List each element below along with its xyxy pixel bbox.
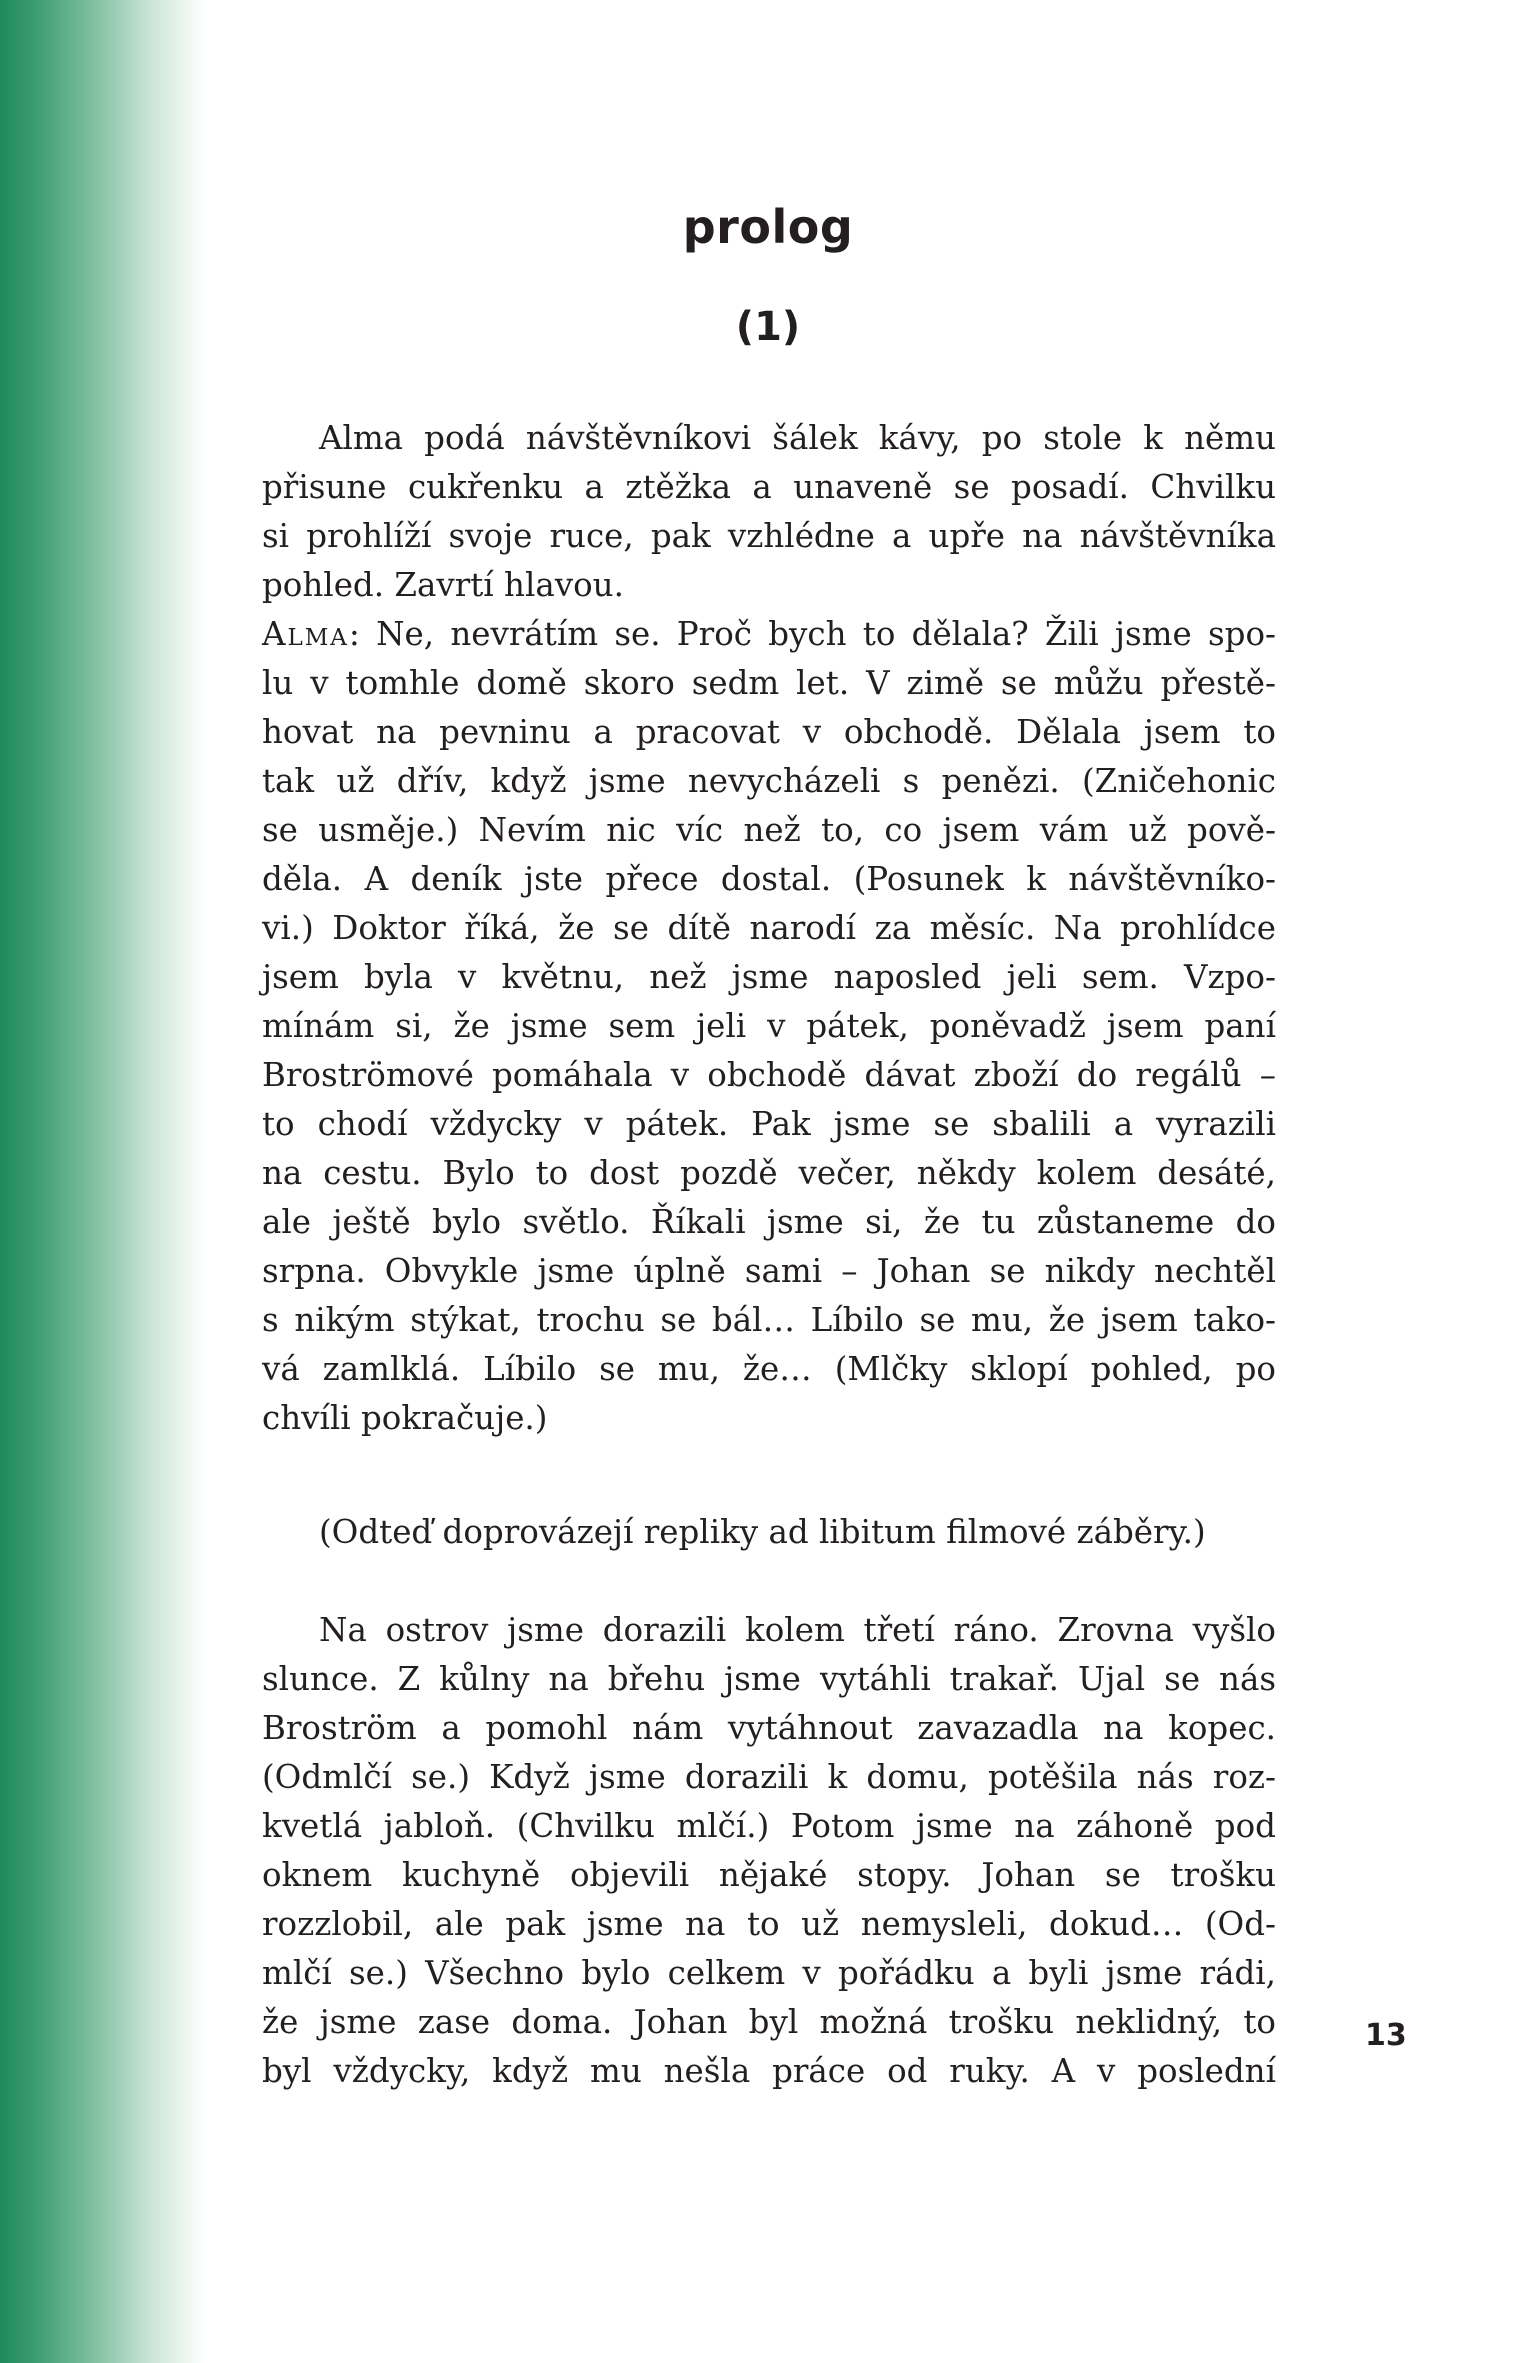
text-line: Na ostrov jsme dorazili kolem třetí ráno. Zrovna vyšlo <box>319 1611 1276 1649</box>
text-line: rozzlobil, ale pak jsme na to už nemysleli, dokud… (Od- <box>262 1905 1276 1943</box>
text-line: že jsme zase doma. Johan byl možná trošku neklidný, to <box>262 2003 1276 2041</box>
text-line: srpna. Obvykle jsme úplně sami – Johan se nikdy nechtěl <box>262 1252 1276 1290</box>
text-line: chvíli pokračuje.) <box>262 1399 548 1437</box>
text-line: vi.) Doktor říká, že se dítě narodí za měsíc. Na prohlídce <box>262 909 1276 947</box>
text-line: na cestu. Bylo to dost pozdě večer, někdy kolem desáté, <box>262 1154 1276 1192</box>
text-line: oknem kuchyně objevili nějaké stopy. Johan se trošku <box>262 1856 1276 1894</box>
text-line: si prohlíží svoje ruce, pak vzhlédne a upře na návštěvníka <box>262 517 1276 555</box>
speech-text: Ne, nevrátím se. Proč bych to dělala? Žili jsme spo- <box>359 615 1276 653</box>
text-line: se usměje.) Nevím nic víc než to, co jsem vám už pově- <box>262 811 1276 849</box>
speech-first-line <box>262 610 1276 659</box>
green-spine-gradient <box>0 0 205 2363</box>
text-line: vá zamlklá. Líbilo se mu, že… (Mlčky sklopí pohled, po <box>262 1350 1276 1388</box>
opening-stage-paragraph <box>262 414 1276 1443</box>
text-line: mínám si, že jsme sem jeli v pátek, poněvadž jsem paní <box>262 1007 1276 1045</box>
text-line: hovat na pevninu a pracovat v obchodě. Dělala jsem to <box>262 713 1276 751</box>
text-line: (Odmlčí se.) Když jsme dorazili k domu, potěšila nás roz- <box>262 1758 1276 1796</box>
text-line: to chodí vždycky v pátek. Pak jsme se sbalili a vyrazili <box>262 1105 1276 1143</box>
text-line: Alma podá návštěvníkovi šálek kávy, po stole k němu <box>319 419 1276 457</box>
text-line: slunce. Z kůlny na břehu jsme vytáhli trakař. Ujal se nás <box>262 1660 1276 1698</box>
text-line: tak už dřív, když jsme nevycházeli s penězi. (Zničehonic <box>262 762 1276 800</box>
text-line: Broströmové pomáhala v obchodě dávat zboží do regálů – <box>262 1056 1276 1094</box>
section-number: (1) <box>735 304 801 350</box>
text-line: jsem byla v květnu, než jsme naposled jeli sem. Vzpo- <box>262 958 1276 996</box>
page-number: 13 <box>1365 2018 1407 2053</box>
speech-continuation-paragraph <box>262 1606 1276 2096</box>
text-line: Broström a pomohl nám vytáhnout zavazadla na kopec. <box>262 1709 1276 1747</box>
text-line: mlčí se.) Všechno bylo celkem v pořádku a byli jsme rádi, <box>262 1954 1276 1992</box>
page-title: prolog <box>682 200 854 254</box>
text-line: pohled. Zavrtí hlavou. <box>262 566 624 604</box>
speaker-name: Alma <box>262 615 349 653</box>
text-line: děla. A deník jste přece dostal. (Posunek k návštěvníko- <box>262 860 1276 898</box>
text-line: s nikým stýkat, trochu se bál… Líbilo se mu, že jsem tako- <box>262 1301 1276 1339</box>
speaker-separator: : <box>348 615 360 653</box>
text-line: kvetlá jabloň. (Chvilku mlčí.) Potom jsme na záhoně pod <box>262 1807 1276 1845</box>
stage-direction: (Odteď doprovázejí repliky ad libitum filmové záběry.) <box>319 1513 1206 1551</box>
text-line: byl vždycky, když mu nešla práce od ruky. A v poslední <box>262 2052 1276 2090</box>
text-line: ale ještě bylo světlo. Říkali jsme si, že tu zůstaneme do <box>262 1203 1276 1241</box>
text-line: přisune cukřenku a ztěžka a unaveně se posadí. Chvilku <box>262 468 1276 506</box>
text-line: lu v tomhle domě skoro sedm let. V zimě se můžu přestě- <box>262 664 1276 702</box>
